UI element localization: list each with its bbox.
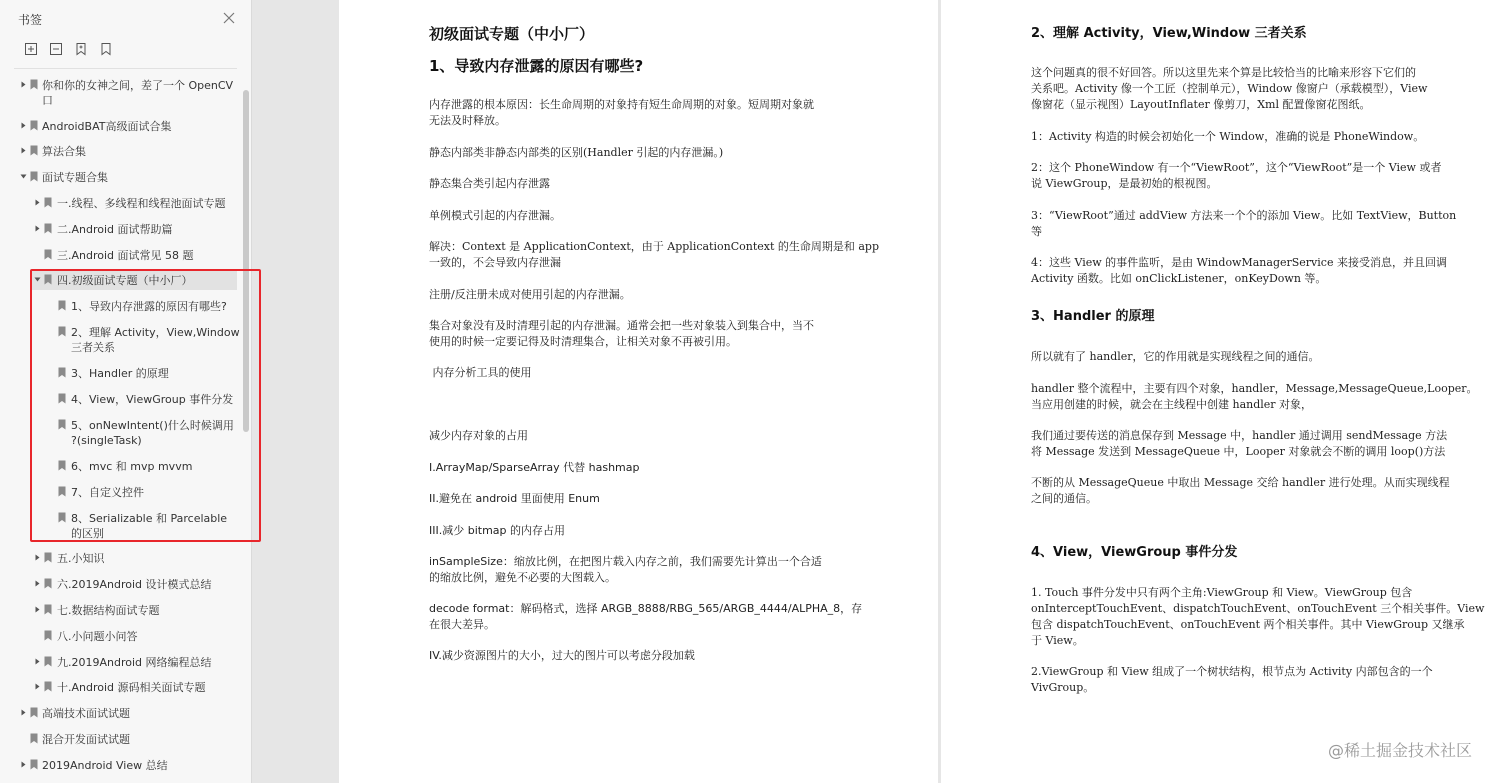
caret-right-icon[interactable]: [20, 147, 27, 154]
bookmark-icon: [44, 223, 52, 234]
bookmark-sidebar: [0, 0, 252, 783]
bookmark-label: 九.2019Android 网络编程总结: [57, 656, 212, 669]
bookmark-label: 混合开发面试试题: [42, 733, 130, 746]
collapse-all-icon[interactable]: [47, 40, 65, 58]
add-bookmark-icon[interactable]: [72, 40, 90, 58]
caret-right-icon[interactable]: [34, 199, 41, 206]
paragraph-line: II.避免在 android 里面使用 Enum: [429, 492, 600, 505]
bookmark-item[interactable]: [0, 75, 240, 109]
bookmark-icon: [30, 79, 38, 90]
bookmark-icon: [58, 300, 66, 311]
bookmark-icon: [30, 120, 38, 131]
paragraph-line: 所以就有了 handler，它的作用就是实现线程之间的通信。: [1031, 350, 1320, 363]
paragraph-line: 在很大差异。: [429, 618, 495, 631]
bookmark-label: 2019Android View 总结: [42, 759, 168, 772]
caret-right-icon[interactable]: [20, 761, 27, 768]
bookmark-icon: [30, 733, 38, 744]
paragraph-line: 注册/反注册未成对使用引起的内存泄漏。: [429, 288, 631, 301]
paragraph-line: 将 Message 发送到 MessageQueue 中，Looper 对象就会不断的调用 loop()方法: [1031, 445, 1446, 458]
paragraph-line: 1. Touch 事件分发中只有两个主角:ViewGroup 和 View。ViewGroup 包含: [1031, 586, 1413, 599]
section-heading-3: 3、Handler 的原理: [1031, 309, 1155, 324]
paragraph-line: I.ArrayMap/SparseArray 代替 hashmap: [429, 461, 640, 474]
caret-right-icon[interactable]: [34, 580, 41, 587]
bookmark-label: 一.线程、多线程和线程池面试专题: [57, 197, 226, 210]
bookmark-item[interactable]: [0, 167, 240, 187]
paragraph-line: 静态内部类非静态内部类的区别(Handler 引起的内存泄漏。): [429, 146, 724, 159]
caret-right-icon[interactable]: [34, 683, 41, 690]
paragraph-line: 集合对象没有及时清理引起的内存泄漏。通常会把一些对象装入到集合中，当不: [429, 319, 814, 332]
sidebar-title: 书签: [18, 13, 43, 27]
paragraph-line: 一致的，不会导致内存泄漏: [429, 256, 561, 269]
bookmark-icon: [30, 707, 38, 718]
paragraph-line: 于 View。: [1031, 634, 1084, 647]
paragraph-line: 等: [1031, 225, 1042, 238]
bookmark-icon: [30, 171, 38, 182]
bookmark-item[interactable]: [0, 116, 240, 136]
paragraph-line: inSampleSize：缩放比例，在把图片载入内存之前，我们需要先计算出一个合适: [429, 555, 822, 568]
paragraph-line: decode format：解码格式，选择 ARGB_8888/RBG_565/ARGB_4444/ALPHA_8，存: [429, 602, 863, 615]
bookmark-icon: [44, 197, 52, 208]
paragraph-line: 3：“ViewRoot”通过 addView 方法来一个个的添加 View。比如 TextView，Button: [1031, 209, 1457, 222]
paragraph-line: 这个问题真的很不好回答。所以这里先来个算是比较恰当的比喻来形容下它们的: [1031, 66, 1416, 79]
bookmark-item[interactable]: [0, 456, 240, 476]
paragraph-line: 关系吧。Activity 像一个工匠（控制单元），Window 像窗户（承载模型），View: [1031, 82, 1428, 95]
paragraph-line: Activity 函数。比如 onClickListener，onKeyDown 等。: [1031, 272, 1327, 285]
bookmark-item[interactable]: [0, 141, 240, 161]
bookmark-item[interactable]: [0, 363, 240, 383]
bookmark-item[interactable]: [0, 755, 240, 775]
bookmark-label: 四.初级面试专题（中小厂）: [57, 274, 193, 287]
bookmark-item[interactable]: [0, 548, 240, 568]
bookmark-icon: [58, 419, 66, 430]
bookmark-label: 八.小问题小问答: [57, 630, 138, 643]
caret-right-icon[interactable]: [20, 81, 27, 88]
paragraph-line: 2：这个 PhoneWindow 有一个“ViewRoot”，这个“ViewRoot”是一个 View 或者: [1031, 161, 1442, 174]
document-page-left: [339, 0, 938, 783]
bookmark-label-continued: ?(singleTask): [71, 434, 142, 447]
bookmark-icon: [44, 274, 52, 285]
bookmark-label: 三.Android 面试常见 58 题: [57, 249, 194, 262]
bookmark-label: 二.Android 面试帮助篇: [57, 223, 173, 236]
bookmark-item[interactable]: [0, 193, 240, 213]
bookmark-icon: [58, 326, 66, 337]
bookmark-label: AndroidBAT高级面试合集: [42, 120, 172, 133]
paragraph-line: 减少内存对象的占用: [429, 429, 528, 442]
bookmark-label: 4、View，ViewGroup 事件分发: [71, 393, 234, 406]
bookmark-item[interactable]: [0, 389, 240, 409]
paragraph-line: IV.减少资源图片的大小，过大的图片可以考虑分段加载: [429, 649, 695, 662]
paragraph-line: VivGroup。: [1031, 681, 1095, 694]
bookmark-icon: [44, 552, 52, 563]
bookmark-label: 六.2019Android 设计模式总结: [57, 578, 212, 591]
bookmark-item[interactable]: [0, 296, 240, 316]
paragraph-line: 无法及时释放。: [429, 114, 506, 127]
bookmark-label: 5、onNewIntent()什么时候调用: [71, 419, 234, 432]
bookmark-item[interactable]: [0, 245, 240, 265]
section-heading-2: 2、理解 Activity，View,Window 三者关系: [1031, 26, 1307, 41]
page-title: 初级面试专题（中小厂）: [429, 25, 595, 43]
bookmark-label: 1、导致内存泄露的原因有哪些?: [71, 300, 227, 313]
bookmark-label-continued: 三者关系: [71, 341, 115, 354]
caret-right-icon[interactable]: [34, 658, 41, 665]
bookmark-label: 2、理解 Activity，View,Window: [71, 326, 240, 339]
bookmark-item[interactable]: [0, 703, 240, 723]
bookmark-label: 你和你的女神之间，差了一个 OpenCV: [42, 79, 234, 92]
sidebar-divider: [14, 68, 237, 69]
caret-right-icon[interactable]: [34, 554, 41, 561]
sidebar-scrollbar-thumb[interactable]: [243, 90, 249, 432]
bookmark-item[interactable]: [0, 652, 240, 672]
bookmark-item[interactable]: [0, 626, 240, 646]
bookmark-label-continued: 的区别: [71, 527, 104, 540]
paragraph-line: 2.ViewGroup 和 View 组成了一个树状结构，根节点为 Activity 内部包含的一个: [1031, 665, 1433, 678]
document-page-right: [941, 0, 1512, 783]
bookmark-icon: [44, 681, 52, 692]
bookmark-item[interactable]: [0, 508, 240, 542]
bookmark-item[interactable]: [0, 415, 240, 449]
paragraph-line: 解决：Context 是 ApplicationContext，由于 ApplicationContext 的生命周期是和 app: [429, 240, 880, 253]
paragraph-line: 4：这些 View 的事件监听，是由 WindowManagerService 来接受消息，并且回调: [1031, 256, 1447, 269]
expand-all-icon[interactable]: [22, 40, 40, 58]
bookmark-item[interactable]: [0, 729, 240, 749]
paragraph-line: 1：Activity 构造的时候会初始化一个 Window，准确的说是 PhoneWindow。: [1031, 130, 1425, 143]
paragraph-line: 像窗花（显示视图）LayoutInflater 像剪刀，Xml 配置像窗花图纸。: [1031, 98, 1371, 111]
bookmark-icon: [44, 630, 52, 641]
paragraph-line: 单例模式引起的内存泄漏。: [429, 209, 561, 222]
bookmark-item[interactable]: [0, 600, 240, 620]
bookmark-item[interactable]: [0, 574, 240, 594]
bookmark-icon: [44, 604, 52, 615]
close-icon[interactable]: [222, 10, 236, 24]
bookmark-label: 七.数据结构面试专题: [57, 604, 160, 617]
paragraph-line: 静态集合类引起内存泄露: [429, 177, 550, 190]
paragraph-line: handler 整个流程中，主要有四个对象，handler，Message,MessageQueue,Looper。: [1031, 382, 1478, 395]
paragraph-line: 内存泄露的根本原因：长生命周期的对象持有短生命周期的对象。短周期对象就: [429, 98, 814, 111]
paragraph-line: 包含 dispatchTouchEvent、onTouchEvent 两个相关事件。其中 ViewGroup 又继承: [1031, 618, 1465, 631]
bookmark-label: 7、自定义控件: [71, 486, 144, 499]
paragraph-line: onInterceptTouchEvent、dispatchTouchEvent、onTouchEvent 三个相关事件。View: [1031, 602, 1485, 615]
bookmark-label: 五.小知识: [57, 552, 105, 565]
paragraph-line: 不断的从 MessageQueue 中取出 Message 交给 handler 进行处理。从而实现线程: [1031, 476, 1450, 489]
bookmark-icon: [58, 393, 66, 404]
bookmark-item[interactable]: [0, 219, 240, 239]
bookmark-label: 算法合集: [42, 145, 86, 158]
bookmark-label: 高端技术面试试题: [42, 707, 130, 720]
caret-right-icon[interactable]: [20, 709, 27, 716]
paragraph-line: III.减少 bitmap 的内存占用: [429, 524, 566, 537]
bookmark-label-continued: 口: [42, 94, 53, 107]
caret-right-icon[interactable]: [20, 122, 27, 129]
bookmark-label: 面试专题合集: [42, 171, 108, 184]
bookmark-icon: [30, 759, 38, 770]
bookmark-item-selected[interactable]: [30, 270, 237, 290]
bookmark-icon: [58, 486, 66, 497]
bookmark-item[interactable]: [0, 322, 240, 356]
bookmark-icon: [44, 656, 52, 667]
bookmark-icon: [58, 367, 66, 378]
bookmark-icon: [44, 249, 52, 260]
section-heading-4: 4、View，ViewGroup 事件分发: [1031, 545, 1238, 560]
section-heading-1: 1、导致内存泄露的原因有哪些?: [429, 57, 644, 75]
bookmark-item[interactable]: [0, 482, 240, 502]
paragraph-line: 我们通过要传送的消息保存到 Message 中，handler 通过调用 sendMessage 方法: [1031, 429, 1448, 442]
bookmark-icon: [58, 460, 66, 471]
bookmark-item[interactable]: [0, 677, 240, 697]
bookmark-label: 3、Handler 的原理: [71, 367, 169, 380]
paragraph-line: 之间的通信。: [1031, 492, 1097, 505]
sidebar-toolbar: [22, 40, 115, 58]
bookmark-label: 十.Android 源码相关面试专题: [57, 681, 206, 694]
paragraph-line: 当应用创建的时候，就会在主线程中创建 handler 对象，: [1031, 398, 1313, 411]
paragraph-line: 的缩放比例，避免不必要的大图载入。: [429, 571, 616, 584]
bookmark-icon: [44, 578, 52, 589]
paragraph-line: 说 ViewGroup，是最初始的根视图。: [1031, 177, 1218, 190]
bookmark-icon[interactable]: [97, 40, 115, 58]
bookmark-icon: [30, 145, 38, 156]
caret-down-icon[interactable]: [34, 276, 41, 283]
caret-down-icon[interactable]: [20, 173, 27, 180]
caret-right-icon[interactable]: [34, 606, 41, 613]
paragraph-line: 内存分析工具的使用: [429, 366, 532, 379]
bookmark-icon: [58, 512, 66, 523]
paragraph-line: 使用的时候一定要记得及时清理集合，让相关对象不再被引用。: [429, 335, 737, 348]
bookmark-label: 8、Serializable 和 Parcelable: [71, 512, 228, 525]
caret-right-icon[interactable]: [34, 225, 41, 232]
watermark: @稀土掘金技术社区: [1328, 741, 1473, 760]
bookmark-label: 6、mvc 和 mvp mvvm: [71, 460, 193, 473]
